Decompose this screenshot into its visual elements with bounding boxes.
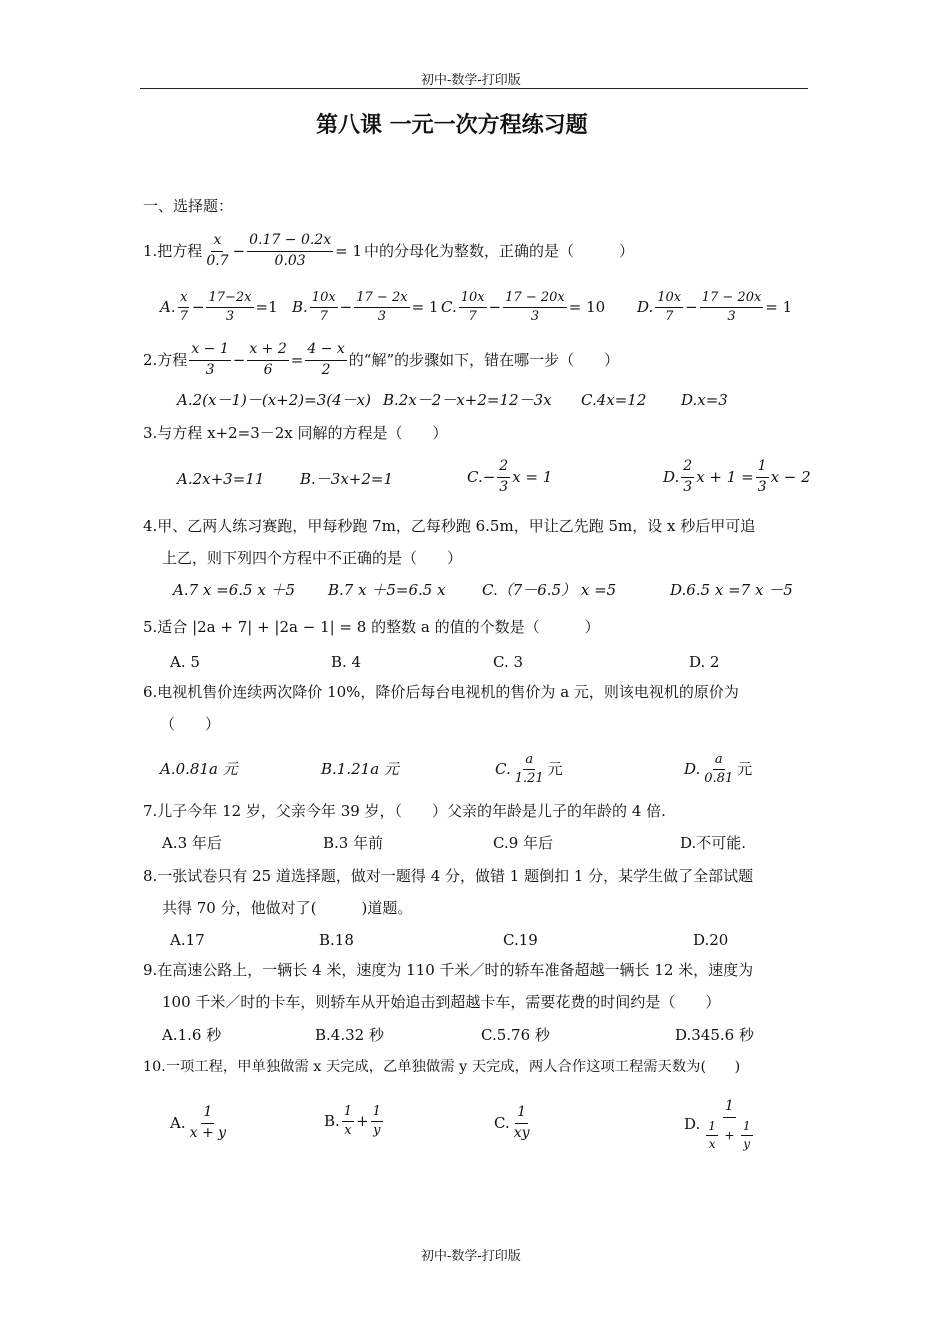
q3-d-frac1 xyxy=(681,458,694,496)
q1-suffix: 中的分母化为整数，正确的是（ ） xyxy=(364,241,635,260)
q1-d-f2n: 17 − 20x xyxy=(700,290,764,308)
q3-option-b[interactable]: B.－3x+2=1 xyxy=(300,470,394,488)
q2-f3d: 2 xyxy=(321,361,331,378)
q1-option-c[interactable] xyxy=(441,290,605,326)
q4-option-c[interactable]: C.（7－6.5） x =5 xyxy=(482,581,617,599)
q5-option-a[interactable]: A. 5 xyxy=(170,653,200,671)
q1-d-f1d: 7 xyxy=(665,309,674,325)
q1-b-frac1 xyxy=(310,290,338,326)
q1-c-f1n: 10x xyxy=(459,290,487,308)
question-1 xyxy=(143,232,634,270)
q9-option-a[interactable]: A.1.6 秒 xyxy=(162,1026,222,1044)
q10-b-frac1 xyxy=(342,1104,354,1140)
q1-minus: − xyxy=(232,241,246,260)
q3-d-f1d: 3 xyxy=(683,478,693,495)
section-heading: 一、选择题： xyxy=(143,197,234,215)
q1-option-d[interactable] xyxy=(637,290,792,326)
q1-c-f2d: 3 xyxy=(530,309,540,325)
q7-option-d[interactable]: D.不可能. xyxy=(680,834,747,852)
q1-prefix: 1.把方程 xyxy=(143,241,203,260)
q3-option-d[interactable] xyxy=(663,458,811,496)
q10-b-f2d: y xyxy=(373,1123,381,1139)
q1-c-frac2 xyxy=(503,290,567,326)
q7-option-b[interactable]: B.3 年前 xyxy=(323,834,384,852)
q6-option-c[interactable] xyxy=(495,752,563,788)
q10-a-frac xyxy=(188,1104,228,1142)
q10-d-fn: 1 xyxy=(723,1098,736,1118)
q3-d-frac2 xyxy=(756,458,769,496)
q6-c-fd: 1.21 xyxy=(514,771,544,787)
q10-d-in2d: y xyxy=(743,1136,751,1151)
question-7: 7.儿子今年 12 岁，父亲今年 39 岁，（ ）父亲的年龄是儿子的年龄的 4 倍. xyxy=(143,802,666,820)
q2-f2d: 6 xyxy=(263,361,273,378)
q1-a-frac2 xyxy=(206,290,253,326)
q10-b-f1n: 1 xyxy=(342,1104,354,1122)
q10-d-in2n: 1 xyxy=(741,1119,753,1136)
q10-c-fn: 1 xyxy=(515,1104,528,1124)
q8-option-a[interactable]: A.17 xyxy=(170,931,205,949)
q2-f1n: x − 1 xyxy=(189,341,230,361)
q2-f2n: x + 2 xyxy=(247,341,288,361)
q6-option-a[interactable]: A.0.81a 元 xyxy=(160,760,238,778)
q3-d-label: D. xyxy=(663,467,680,486)
q2-eq: = xyxy=(290,350,304,369)
q6-option-d[interactable] xyxy=(684,752,752,788)
q1-f1-num: x xyxy=(211,232,223,252)
q2-f3n: 4 − x xyxy=(305,341,346,361)
q10-c-label: C. xyxy=(494,1113,510,1132)
q1-a-rhs: =1 xyxy=(255,298,278,317)
question-2 xyxy=(143,341,619,379)
q6-option-b[interactable]: B.1.21a 元 xyxy=(321,760,399,778)
q5-option-d[interactable]: D. 2 xyxy=(689,653,720,671)
q10-b-f1d: x xyxy=(344,1123,352,1139)
q1-fraction-2 xyxy=(247,232,333,270)
q1-option-b[interactable] xyxy=(292,290,438,326)
q6-d-label: D. xyxy=(684,760,701,779)
q1-a-label: A. xyxy=(160,298,176,317)
q10-a-label: A. xyxy=(170,1113,186,1132)
q1-c-op: − xyxy=(488,298,502,317)
q6-d-frac xyxy=(702,752,735,788)
q7-option-a[interactable]: A.3 年后 xyxy=(162,834,222,852)
q1-b-frac2 xyxy=(354,290,409,326)
q1-d-rhs: = 1 xyxy=(765,298,793,317)
q3-option-c[interactable] xyxy=(467,458,552,496)
q1-d-f1n: 10x xyxy=(655,290,683,308)
q9-option-d[interactable]: D.345.6 秒 xyxy=(675,1026,754,1044)
q10-option-d[interactable] xyxy=(684,1098,759,1152)
page-footer: 初中-数学-打印版 xyxy=(421,1249,521,1264)
q1-a-f2n: 17−2x xyxy=(206,290,253,308)
q1-b-f1d: 7 xyxy=(319,309,328,325)
q10-c-fd: xy xyxy=(513,1124,530,1141)
q9-option-c[interactable]: C.5.76 秒 xyxy=(481,1026,550,1044)
question-8-line-1: 8.一张试卷只有 25 道选择题，做对一题得 4 分，做错 1 题倒扣 1 分，某学生做了全部试题 xyxy=(143,867,754,885)
q4-option-b[interactable]: B.7 x ＋5=6.5 x xyxy=(328,581,446,599)
q2-option-a[interactable]: A.2(x－1)－(x+2)=3(4－x) xyxy=(177,391,371,409)
q2-f1d: 3 xyxy=(205,361,215,378)
q6-d-unit: 元 xyxy=(737,760,753,779)
q3-c-sign: − xyxy=(482,467,496,486)
q3-d-f2d: 3 xyxy=(757,478,767,495)
q1-fraction-1 xyxy=(204,232,230,270)
q10-option-b[interactable] xyxy=(324,1104,385,1140)
header-rule xyxy=(140,88,808,89)
q3-d-mid: x + 1 = xyxy=(696,467,754,486)
q1-d-frac1 xyxy=(655,290,683,326)
q10-option-a[interactable] xyxy=(170,1104,230,1142)
q6-d-fd: 0.81 xyxy=(704,771,734,787)
question-6-line-2: （ ） xyxy=(160,715,221,733)
q1-option-a[interactable] xyxy=(160,290,278,326)
q6-d-fn: a xyxy=(713,752,725,770)
q1-d-f2d: 3 xyxy=(727,309,736,325)
q1-d-op: − xyxy=(685,298,698,317)
q6-c-frac xyxy=(513,752,546,788)
q4-option-d[interactable]: D.6.5 x =7 x －5 xyxy=(670,581,793,599)
q1-b-f1n: 10x xyxy=(310,290,338,308)
q1-c-frac1 xyxy=(459,290,487,326)
q1-b-rhs: = 1 xyxy=(411,298,439,317)
q1-f2-num: 0.17 − 0.2x xyxy=(247,232,333,252)
q2-frac1 xyxy=(189,341,230,379)
q3-c-label: C. xyxy=(467,467,483,486)
q5-option-b[interactable]: B. 4 xyxy=(331,653,362,671)
q3-c-fd: 3 xyxy=(499,478,509,495)
q6-c-label: C. xyxy=(495,760,511,779)
q6-c-fn: a xyxy=(523,752,535,770)
question-9-line-1: 9.在高速公路上，一辆长 4 米，速度为 110 千米／时的轿车准备超越一辆长 12 米，速度为 xyxy=(143,961,754,979)
question-4-line-1: 4.甲、乙两人练习赛跑，甲每秒跑 7m，乙每秒跑 6.5m，甲让乙先跑 5m，设 x 秒后甲可追 xyxy=(143,517,756,535)
q1-f2-den: 0.03 xyxy=(274,252,306,269)
q3-option-a[interactable]: A.2x+3=11 xyxy=(177,470,265,488)
q10-b-op: + xyxy=(356,1112,369,1131)
q1-d-frac2 xyxy=(700,290,764,326)
q10-c-frac xyxy=(512,1104,532,1142)
q2-prefix: 2.方程 xyxy=(143,350,188,369)
q10-d-frac xyxy=(702,1098,756,1152)
q4-option-a[interactable]: A.7 x =6.5 x ＋5 xyxy=(173,581,296,599)
q3-d-rest: x − 2 xyxy=(770,467,811,486)
q1-a-op: − xyxy=(191,298,205,317)
question-6-line-1: 6.电视机售价连续两次降价 10%，降价后每台电视机的售价为 a 元，则该电视机的原价为 xyxy=(143,683,739,701)
q1-b-label: B. xyxy=(292,298,308,317)
q3-d-f2n: 1 xyxy=(756,458,769,478)
q10-b-frac2 xyxy=(371,1104,383,1140)
q10-b-label: B. xyxy=(324,1112,340,1131)
q10-d-den xyxy=(702,1118,756,1152)
q1-b-op: − xyxy=(339,298,353,317)
q8-option-b[interactable]: B.18 xyxy=(319,931,354,949)
q6-c-unit: 元 xyxy=(547,760,563,779)
q10-d-label: D. xyxy=(684,1115,701,1134)
question-9-line-2: 100 千米／时的卡车，则轿车从开始追击到超越卡车，需要花费的时间约是（ ） xyxy=(162,993,721,1011)
q1-c-f1d: 7 xyxy=(468,309,477,325)
question-4-line-2: 上乙，则下列四个方程中不正确的是（ ） xyxy=(162,549,463,567)
q3-c-fn: 2 xyxy=(497,458,510,478)
q1-b-f2n: 17 − 2x xyxy=(354,290,409,308)
q3-c-rest: x = 1 xyxy=(512,467,553,486)
q10-a-fd: x + y xyxy=(189,1124,227,1141)
question-8-line-2: 共得 70 分，他做对了( )道题。 xyxy=(162,899,413,917)
q9-option-b[interactable]: B.4.32 秒 xyxy=(315,1026,384,1044)
q2-suffix: 的“解”的步骤如下，错在哪一步（ ） xyxy=(348,350,620,369)
q1-eq: = 1 xyxy=(335,241,363,260)
q2-op1: − xyxy=(232,350,246,369)
q2-option-c[interactable]: C.4x=12 xyxy=(581,391,647,409)
q10-d-in1d: x xyxy=(708,1136,716,1151)
question-3: 3.与方程 x+2=3－2x 同解的方程是（ ） xyxy=(143,424,448,442)
q1-f1-den: 0.7 xyxy=(206,252,229,269)
page-header: 初中-数学-打印版 xyxy=(421,73,521,88)
q1-a-f1d: 7 xyxy=(179,309,188,325)
q10-b-f2n: 1 xyxy=(371,1104,383,1122)
page-title: 第八课 一元一次方程练习题 xyxy=(316,113,588,138)
q10-d-inner1 xyxy=(706,1119,718,1152)
q1-c-label: C. xyxy=(441,298,457,317)
q1-b-f2d: 3 xyxy=(377,309,387,325)
q2-option-d[interactable]: D.x=3 xyxy=(681,391,728,409)
question-5: 5.适合 |2a + 7| + |2a − 1| = 8 的整数 a 的值的个数是（ ） xyxy=(143,618,600,636)
q2-option-b[interactable]: B.2x－2－x+2=12－3x xyxy=(383,391,552,409)
q10-a-fn: 1 xyxy=(201,1104,214,1124)
q1-a-f2d: 3 xyxy=(225,309,235,325)
q2-frac2 xyxy=(247,341,288,379)
q7-option-c[interactable]: C.9 年后 xyxy=(493,834,554,852)
q1-a-frac1 xyxy=(178,290,190,326)
q10-d-in1n: 1 xyxy=(706,1119,718,1136)
q8-option-c[interactable]: C.19 xyxy=(503,931,538,949)
q2-frac3 xyxy=(305,341,346,379)
q1-a-f1n: x xyxy=(178,290,189,308)
q1-d-label: D. xyxy=(637,298,654,317)
q5-option-c[interactable]: C. 3 xyxy=(493,653,524,671)
q3-d-f1n: 2 xyxy=(681,458,694,478)
q1-c-rhs: = 10 xyxy=(568,298,606,317)
q10-option-c[interactable] xyxy=(494,1104,534,1142)
question-10: 10.一项工程，甲单独做需 x 天完成，乙单独做需 y 天完成，两人合作这项工程需天数为( ) xyxy=(143,1059,741,1075)
q10-d-op: + xyxy=(724,1128,735,1142)
q3-c-frac xyxy=(497,458,510,496)
q10-d-inner2 xyxy=(741,1119,753,1152)
q8-option-d[interactable]: D.20 xyxy=(693,931,729,949)
q1-c-f2n: 17 − 20x xyxy=(503,290,567,308)
